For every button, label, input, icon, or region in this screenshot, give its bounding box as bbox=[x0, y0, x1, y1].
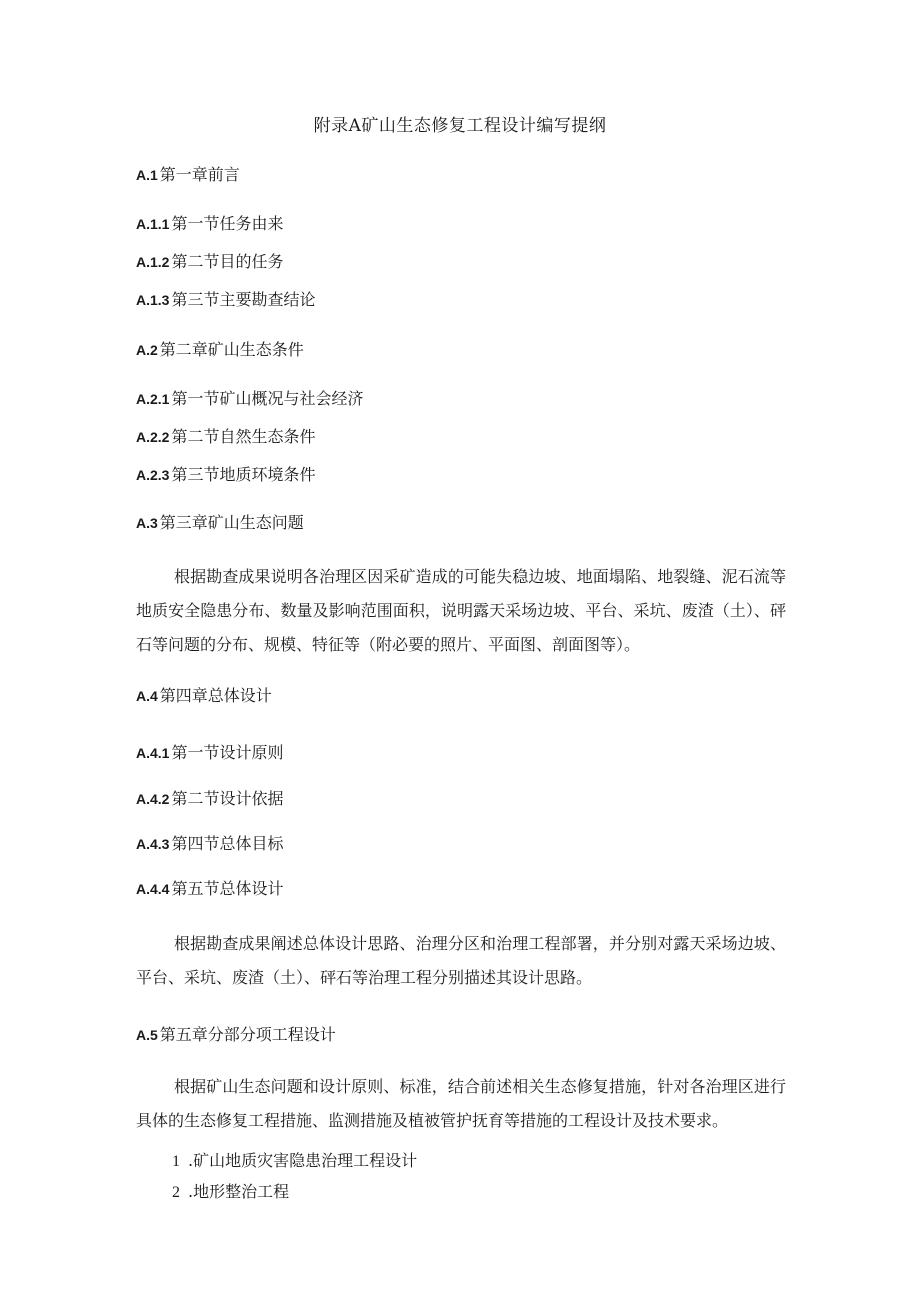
body-paragraph-a3: 根据勘查成果说明各治理区因采矿造成的可能失稳边坡、地面塌陷、地裂缝、泥石流等地质安全隐患分布、数量及影响范围面积，说明露天采场边坡、平台、采坑、废渣（土）、砰石等问题的分布、规模、特征等（附必要的照片、平面图、剖面图等）。 bbox=[136, 567, 786, 654]
list-number: 2 bbox=[172, 1184, 180, 1201]
section-heading-a4-3 bbox=[136, 833, 283, 855]
section-heading-a2-1 bbox=[136, 388, 363, 410]
section-title: 第一章前言 bbox=[159, 165, 240, 184]
body-paragraph-a5: 根据矿山生态问题和设计原则、标准，结合前述相关生态修复措施，针对各治理区进行具体的生态修复工程措施、监测措施及植被管护抚育等措施的工程设计及技术要求。 bbox=[136, 1077, 786, 1130]
section-heading-a1-3 bbox=[136, 289, 315, 311]
section-number: A.4.3 bbox=[136, 836, 170, 852]
section-title: 第五节总体设计 bbox=[171, 879, 284, 898]
section-title: 第三章矿山生态问题 bbox=[159, 513, 304, 532]
section-heading-a5 bbox=[136, 1024, 336, 1046]
section-heading-a2-3 bbox=[136, 464, 315, 486]
section-title: 第二节自然生态条件 bbox=[171, 427, 316, 446]
list-text: .矿山地质灾害隐患治理工程设计 bbox=[188, 1151, 418, 1170]
section-title: 第一节任务由来 bbox=[171, 214, 284, 233]
section-number: A.5 bbox=[136, 1027, 158, 1043]
section-title: 第四章总体设计 bbox=[159, 686, 272, 705]
section-heading-a1-2 bbox=[136, 251, 283, 273]
list-text: .地形整治工程 bbox=[188, 1182, 290, 1201]
section-title: 第四节总体目标 bbox=[171, 834, 284, 853]
body-paragraph-a4: 根据勘查成果阐述总体设计思路、治理分区和治理工程部署，并分别对露天采场边坡、平台、采坑、废渣（土）、砰石等治理工程分别描述其设计思路。 bbox=[136, 934, 786, 987]
section-number: A.1 bbox=[136, 167, 158, 183]
section-heading-a4 bbox=[136, 685, 272, 707]
section-title: 第二节目的任务 bbox=[171, 252, 284, 271]
section-title: 第一节矿山概况与社会经济 bbox=[171, 389, 364, 408]
section-number: A.1.2 bbox=[136, 254, 170, 270]
section-number: A.2 bbox=[136, 342, 158, 358]
section-title: 第三节主要勘查结论 bbox=[171, 290, 316, 309]
section-number: A.4.4 bbox=[136, 881, 170, 897]
section-heading-a4-2 bbox=[136, 788, 283, 810]
section-heading-a3 bbox=[136, 512, 304, 534]
section-number: A.2.2 bbox=[136, 429, 170, 445]
section-heading-a1-1 bbox=[136, 213, 283, 235]
section-number: A.3 bbox=[136, 515, 158, 531]
section-title: 第一节设计原则 bbox=[171, 743, 284, 762]
section-title: 第二章矿山生态条件 bbox=[159, 340, 304, 359]
section-heading-a2-2 bbox=[136, 426, 315, 448]
section-number: A.4.1 bbox=[136, 745, 170, 761]
section-number: A.2.3 bbox=[136, 467, 170, 483]
section-heading-a1 bbox=[136, 164, 240, 186]
section-number: A.4.2 bbox=[136, 791, 170, 807]
section-heading-a2 bbox=[136, 339, 304, 361]
list-number: 1 bbox=[172, 1153, 180, 1170]
list-item bbox=[172, 1150, 417, 1173]
section-title: 第二节设计依据 bbox=[171, 789, 284, 808]
section-heading-a4-4 bbox=[136, 878, 283, 900]
section-number: A.1.3 bbox=[136, 292, 170, 308]
section-title: 第五章分部分项工程设计 bbox=[159, 1025, 336, 1044]
list-item bbox=[172, 1181, 289, 1204]
section-heading-a4-1 bbox=[136, 742, 283, 764]
document-title: 附录A矿山生态修复工程设计编写提纲 bbox=[313, 116, 607, 136]
section-number: A.2.1 bbox=[136, 391, 170, 407]
section-number: A.4 bbox=[136, 688, 158, 704]
section-number: A.1.1 bbox=[136, 216, 170, 232]
section-title: 第三节地质环境条件 bbox=[171, 465, 316, 484]
